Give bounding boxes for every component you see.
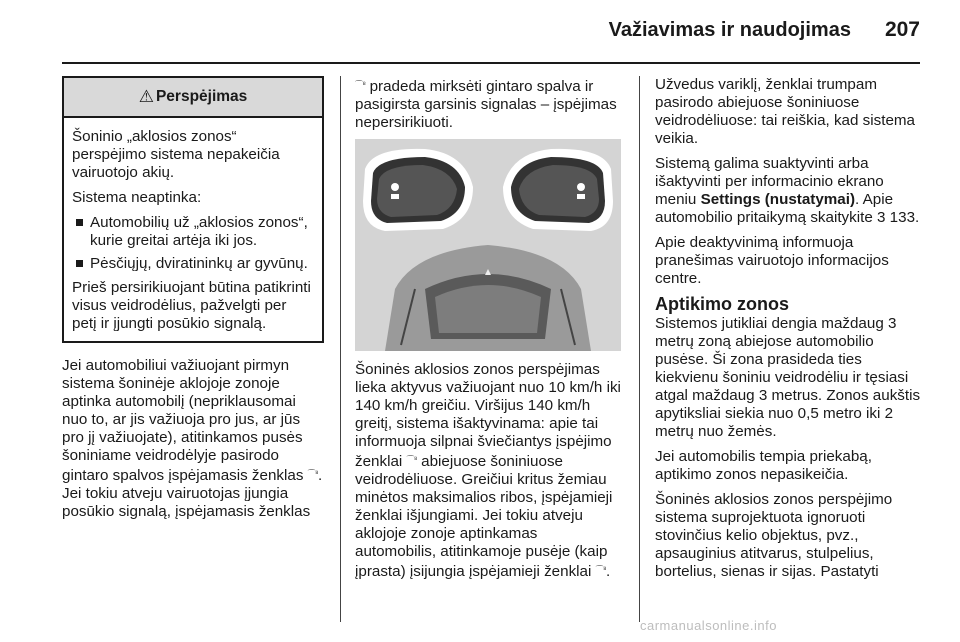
column-middle	[355, 76, 621, 588]
warning-triangle-icon: ⚠	[138, 87, 154, 106]
mirror-illustration	[355, 139, 621, 351]
warning-header	[64, 78, 322, 118]
warning-box	[62, 76, 324, 343]
body-paragraph: Sistemos jutikliai dengia maždaug 3 metrų zoną abiejose automobilio pusėse. Ši zona prasideda ties kiekvienu šoniniu veidrodėliu ir tęsiasi atgal maždaug 3 metrus. Zonos aukštis apytiksliai siekia nuo 0,5 metro iki 2 metrų nuo žemės.	[655, 315, 921, 440]
blind-spot-warning-icon: ⌒⁸	[595, 565, 606, 574]
body-paragraph: $^{⌒^8}$ pradeda mirksėti gintaro spalva ir pasigirsta garsinis signalas – įspėjimas nepersirikiuoti.	[355, 78, 617, 131]
chapter-title: Važiavimas ir naudojimas	[608, 19, 851, 41]
menu-name: Settings (nustatymai)	[700, 191, 856, 208]
blind-spot-warning-icon: ⌒⁸	[406, 455, 417, 464]
blind-spot-warning-icon: ⌒⁸	[307, 469, 319, 478]
list-item: Pėsčiųjų, dviratininkų ar gyvūnų.	[72, 255, 314, 273]
warning-text: Šoninio „aklosios zonos“ perspėjimo sistema nepakeičia vairuotojo akių.	[72, 128, 280, 181]
warning-text: Sistema neaptinka:	[72, 189, 202, 206]
column-divider	[340, 76, 341, 622]
body-paragraph: Jei automobilis tempia priekabą, aptikimo zonos nepasikeičia.	[655, 448, 872, 483]
body-paragraph: Šoninės aklosios zonos perspėjimas lieka aktyvus važiuojant nuo 10 km/h iki 140 km/h greičiu. Viršijus 140 km/h greitį, sistema išaktyvinama: apie tai informuoja silpnai šviečiantys įspėjimo ženklai $^{⌒^8}$ abiejuose šoniniuose veidrodėliuose. Greičiui kritus žemiau minėtos maksimalios ribos, įspėjamieji ženklai išjungiami. Jei tokiu atveju aklojoje zonoje aptinkamas automobilis, atitinkamoje pusėje (kaip įprasta) įsijungia įspėjamieji ženklai $^{⌒^8}$.	[355, 361, 621, 580]
blind-spot-warning-icon: ⌒⁸	[355, 80, 366, 89]
body-paragraph: Užvedus variklį, ženklai trumpam pasirodo abiejuose šoniniuose veidrodėliuose: tai reiškia, kad sistema veikia.	[655, 76, 915, 147]
header-rule	[62, 62, 920, 64]
section-heading: Aptikimo zonos	[655, 294, 789, 314]
car-rear-mirrors-image	[355, 139, 621, 351]
body-paragraph: Jei automobiliui važiuojant pirmyn sistema šoninėje aklojoje zonoje aptinka automobilį (nepriklausomai nuo to, ar jis važiuoja pro jus, ar jūs pro jį važiuojate), atitinkamos pusės šoniniame veidrodėlyje pasirodo gintaro spalvos įspėjamasis ženklas $^{⌒^8}$. Jei tokiu atveju vairuotojas įjungia posūkio signalą, įspėjamasis ženklas	[62, 357, 323, 520]
page-number: 207	[884, 18, 920, 41]
warning-title: Perspėjimas	[155, 88, 248, 105]
watermark: carmanualsonline.info	[640, 618, 777, 633]
page-header	[609, 18, 920, 46]
column-left	[62, 76, 324, 528]
list-item: Automobilių už „aklosios zonos“, kurie greitai artėja iki jos.	[72, 214, 314, 250]
column-divider	[639, 76, 640, 622]
body-paragraph: Apie deaktyvinimą informuoja pranešimas vairuotojo informacijos centre.	[655, 234, 889, 287]
page-reference-link[interactable]: 3 133.	[877, 209, 920, 226]
warning-text: Prieš persirikiuojant būtina patikrinti visus veidrodėlius, pažvelgti per petį ir įjungti posūkio signalą.	[72, 279, 311, 332]
column-right	[655, 76, 923, 588]
body-paragraph: Šoninės aklosios zonos perspėjimo sistema suprojektuota ignoruoti stovinčius kelio objektus, pvz., apsauginius atitvarus, stulpelius, bortelius, sienas ir sijas. Pastatyti	[655, 491, 893, 580]
warning-body	[64, 118, 322, 341]
body-paragraph: Sistemą galima suaktyvinti arba išaktyvinti per informacinio ekrano meniu Settings (nustatymai). Apie automobilio pritaikymą skaitykite 3 133.	[655, 155, 920, 226]
warning-list	[72, 214, 314, 273]
